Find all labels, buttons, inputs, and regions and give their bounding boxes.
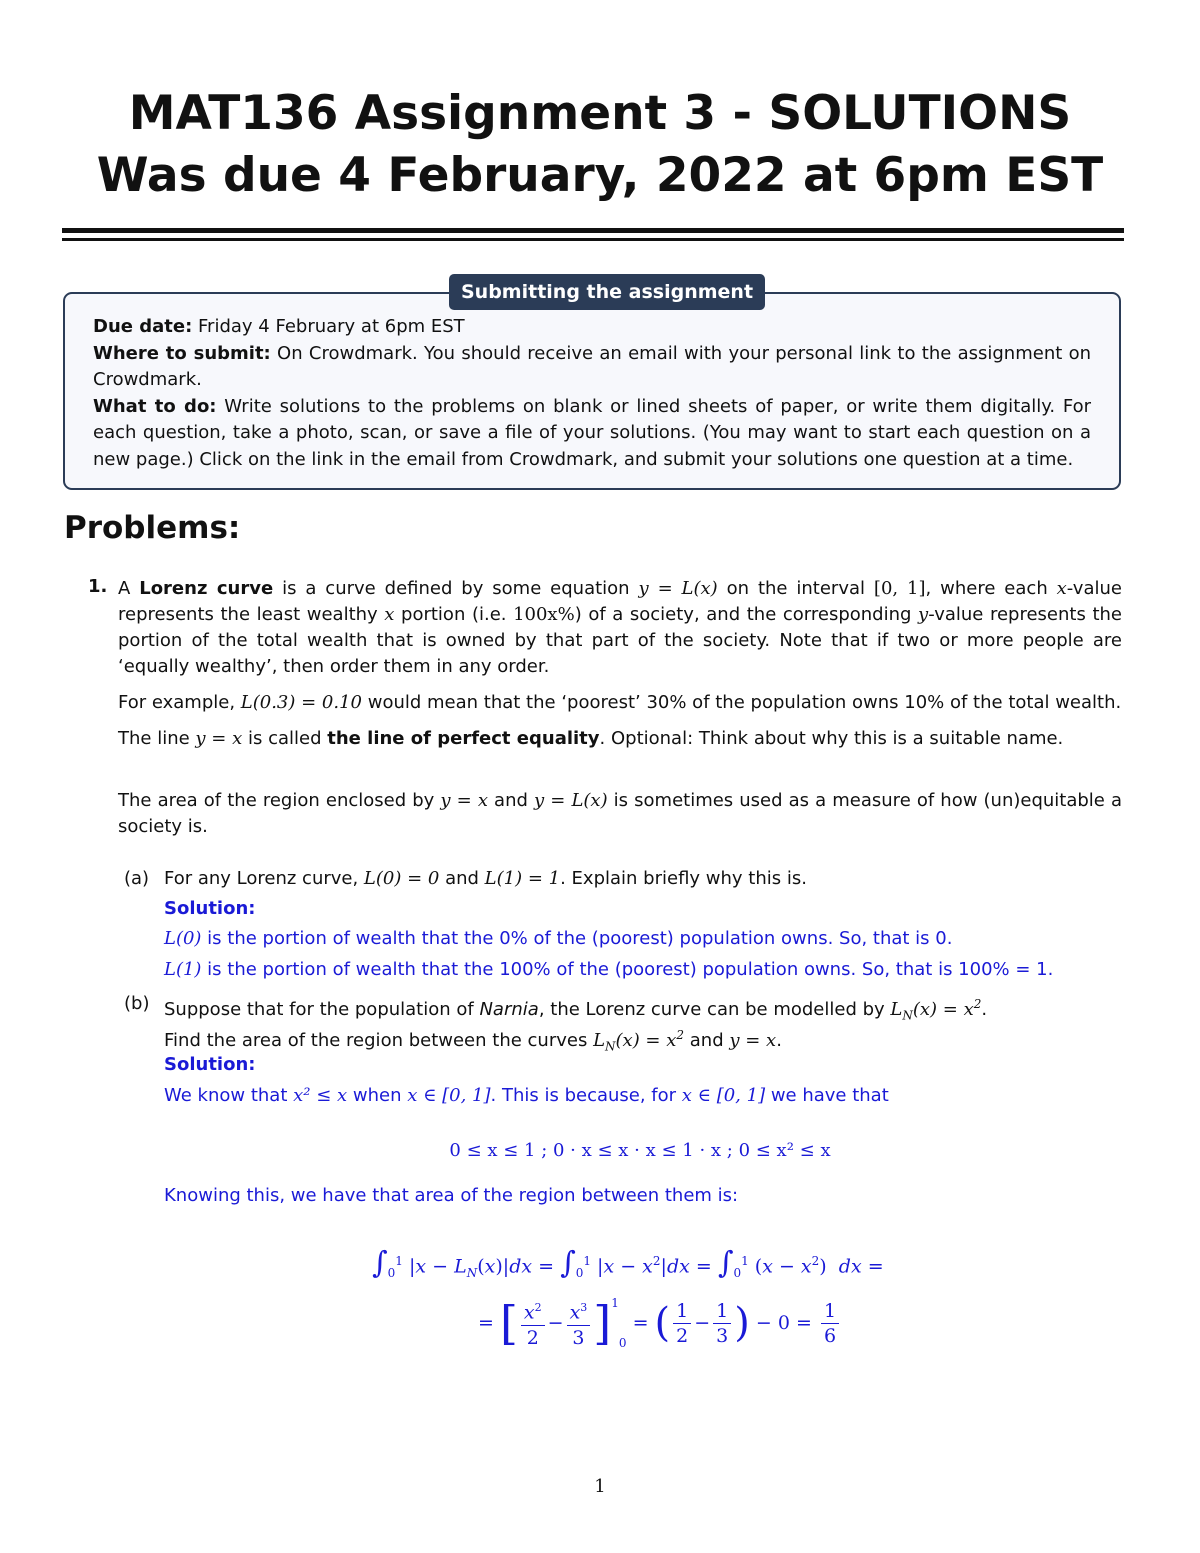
due-date-line: Due date: Friday 4 February at 6pm EST (93, 316, 465, 337)
submission-box-label: Submitting the assignment (449, 274, 765, 310)
part-a-solution-label: Solution: (164, 898, 256, 919)
part-b-question-line1: Suppose that for the population of Narnia, the Lorenz curve can be modelled by $L_N(x) = x^2$. (164, 997, 988, 1023)
inequality-chain: 0 ≤ x ≤ 1 ; 0 · x ≤ x · x ≤ 1 · x ; 0 ≤ x² ≤ x (449, 1140, 831, 1161)
integral-equation-line1: $\int_0^1$ $|x - L_N(x)|dx = \int_0^1$ $|x - x^2|dx = \int_0^1$ $(x - x^2)$ dx = (372, 1245, 884, 1281)
part-b-question-line2: Find the area of the region between the curves $L_N(x) = x^2$ and y = x. (164, 1028, 782, 1054)
problems-heading: Problems: (64, 510, 241, 546)
where-line: Where to submit: On Crowdmark. You should receive an email with your personal link to the assignment on Crowdmark. (93, 342, 1091, 390)
problem-number: 1. (88, 576, 108, 597)
part-a-solution-line2: L(1) is the portion of wealth that the 100% of the (poorest) population owns. So, that is 100% = 1. (164, 959, 1054, 980)
knowing-line: Knowing this, we have that area of the region between them is: (164, 1185, 739, 1206)
problem-intro: A Lorenz curve is a curve defined by some equation y = L(x) on the interval [0, 1], where each x-value represents the least wealthy x portion (i.e. 100x%) of a society, and the corresponding y-value represents the portion of the total wealth that is owned by that part of the society. Note that if two or more people are ‘equally wealthy’, then order them in any order. (118, 578, 1122, 677)
area-paragraph: The area of the region enclosed by y = x and y = L(x) is sometimes used as a measure of how (un)equitable a society is. (118, 790, 1122, 837)
part-b-solution-line: We know that x² ≤ x when x ∈ [0, 1]. This is because, for x ∈ [0, 1] we have that (164, 1085, 889, 1106)
integral-equation-line2: = [ $\frac{x^2}{2}$ − $\frac{x^3}{3}$ ]$^1$0 = ( $\frac{1}{2}$ − $\frac{1}{3}$ ) − 0 = $\frac{1}{6}$ (478, 1296, 842, 1366)
part-b-solution-label: Solution: (164, 1054, 256, 1075)
what-line: What to do: Write solutions to the problems on blank or lined sheets of paper, or write them digitally. For each question, take a photo, scan, or save a file of your solutions. (You may want to start each question on a new page.) Click on the link in the email from Crowdmark, and submit your solutions one question at a time. (93, 395, 1091, 470)
header-rule-thin (62, 238, 1124, 241)
part-a-solution-line1: L(0) is the portion of wealth that the 0% of the (poorest) population owns. So, that is 0. (164, 928, 953, 949)
document-title: MAT136 Assignment 3 - SOLUTIONS (128, 86, 1072, 141)
part-a-label: (a) (124, 868, 150, 889)
submission-box-text (93, 314, 1091, 473)
example-line: For example, L(0.3) = 0.10 would mean that the ‘poorest’ 30% of the population owns 10% of the total wealth. (118, 692, 1122, 713)
part-b-label: (b) (124, 993, 150, 1014)
part-a-question: For any Lorenz curve, L(0) = 0 and L(1) = 1. Explain briefly why this is. (164, 868, 807, 889)
equality-line: The line y = x is called the line of perfect equality. Optional: Think about why this is a suitable name. (118, 728, 1064, 749)
document-subtitle: Was due 4 February, 2022 at 6pm EST (96, 148, 1104, 203)
page-number: 1 (594, 1476, 606, 1497)
header-rule-thick (62, 228, 1124, 233)
